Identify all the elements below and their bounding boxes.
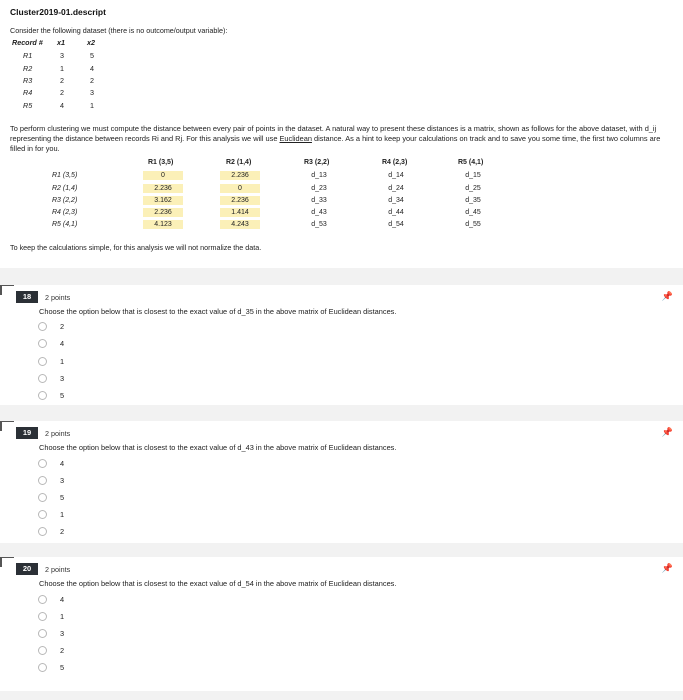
card-marker — [0, 285, 2, 295]
matrix-cell: d_13 — [311, 172, 327, 179]
radio-button[interactable] — [38, 339, 47, 348]
answer-option[interactable] — [38, 644, 64, 656]
dataset-cell: 3 — [60, 51, 64, 60]
radio-button[interactable] — [38, 612, 47, 621]
matrix-cell: d_34 — [388, 197, 404, 204]
option-label: 2 — [60, 645, 65, 655]
answer-option[interactable] — [38, 627, 64, 639]
matrix-cell: d_53 — [311, 221, 327, 228]
question-text: Choose the option below that is closest to the exact value of d_35 in the above matrix of Euclidean distances. — [39, 307, 397, 316]
question-points: 2 points — [45, 429, 71, 438]
intro-text: Consider the following dataset (there is no outcome/output variable): — [10, 26, 228, 35]
option-label: 4 — [60, 594, 65, 604]
radio-button[interactable] — [38, 357, 47, 366]
matrix-cell: d_45 — [465, 209, 481, 216]
dataset-cell: 3 — [90, 88, 94, 97]
answer-option[interactable] — [38, 457, 64, 469]
question-points: 2 points — [45, 293, 71, 302]
matrix-col-header: R3 (2,2) — [304, 159, 330, 166]
matrix-row-label: R5 (4,1) — [52, 221, 78, 228]
question-card — [0, 421, 683, 543]
option-label: 4 — [60, 458, 65, 468]
question-text: Choose the option below that is closest to the exact value of d_43 in the above matrix of Euclidean distances. — [39, 443, 397, 452]
radio-button[interactable] — [38, 476, 47, 485]
matrix-col-header: R4 (2,3) — [382, 159, 408, 166]
matrix-cell: d_35 — [465, 197, 481, 204]
answer-option[interactable] — [38, 337, 64, 349]
dataset-cell: 1 — [60, 64, 64, 73]
question-points: 2 points — [45, 565, 71, 574]
matrix-row-label: R3 (2,2) — [52, 197, 78, 204]
question-card — [0, 285, 683, 405]
matrix-cell: 0 — [220, 184, 260, 193]
matrix-col-header: R5 (4,1) — [458, 159, 484, 166]
option-label: 5 — [60, 492, 65, 502]
question-number: 19 — [16, 427, 38, 439]
dataset-cell: 1 — [90, 101, 94, 110]
matrix-cell: d_54 — [388, 221, 404, 228]
matrix-cell: d_25 — [465, 185, 481, 192]
answer-option[interactable] — [38, 372, 64, 384]
matrix-cell: d_15 — [465, 172, 481, 179]
card-marker — [0, 285, 14, 286]
radio-button[interactable] — [38, 646, 47, 655]
answer-option[interactable] — [38, 525, 64, 537]
answer-option[interactable] — [38, 474, 64, 486]
card-marker — [0, 421, 2, 431]
answer-option[interactable] — [38, 610, 64, 622]
dataset-header-x1: x1 — [57, 38, 65, 47]
answer-option[interactable] — [38, 389, 64, 401]
dataset-header-x2: x2 — [87, 38, 95, 47]
radio-button[interactable] — [38, 527, 47, 536]
radio-button[interactable] — [38, 391, 47, 400]
matrix-cell: 4.243 — [220, 220, 260, 229]
matrix-col-header: R1 (3,5) — [148, 159, 174, 166]
card-marker — [0, 421, 14, 422]
dataset-cell: 4 — [90, 64, 94, 73]
pin-icon[interactable]: 📌 — [661, 427, 673, 437]
answer-option[interactable] — [38, 491, 64, 503]
matrix-cell: 2.236 — [143, 208, 183, 217]
option-label: 1 — [60, 509, 65, 519]
option-label: 2 — [60, 526, 65, 536]
matrix-cell: 4.123 — [143, 220, 183, 229]
option-label: 5 — [60, 390, 65, 400]
dataset-cell: 2 — [60, 76, 64, 85]
matrix-cell: d_23 — [311, 185, 327, 192]
radio-button[interactable] — [38, 663, 47, 672]
matrix-cell: 2.236 — [220, 171, 260, 180]
option-label: 3 — [60, 475, 65, 485]
radio-button[interactable] — [38, 374, 47, 383]
radio-button[interactable] — [38, 595, 47, 604]
answer-option[interactable] — [38, 355, 64, 367]
matrix-cell: d_44 — [388, 209, 404, 216]
option-label: 4 — [60, 338, 65, 348]
matrix-cell: 1.414 — [220, 208, 260, 217]
answer-option[interactable] — [38, 661, 64, 673]
dataset-cell: 2 — [90, 76, 94, 85]
matrix-cell: d_43 — [311, 209, 327, 216]
pin-icon[interactable]: 📌 — [661, 563, 673, 573]
dataset-row-label: R5 — [23, 101, 33, 110]
matrix-cell: 3.162 — [143, 196, 183, 205]
pin-icon[interactable]: 📌 — [661, 291, 673, 301]
matrix-row-label: R2 (1,4) — [52, 185, 78, 192]
radio-button[interactable] — [38, 629, 47, 638]
dataset-cell: 5 — [90, 51, 94, 60]
option-label: 2 — [60, 321, 65, 331]
matrix-cell: d_55 — [465, 221, 481, 228]
question-text: Choose the option below that is closest to the exact value of d_54 in the above matrix of Euclidean distances. — [39, 579, 397, 588]
option-label: 1 — [60, 356, 65, 366]
question-number: 20 — [16, 563, 38, 575]
matrix-cell: d_14 — [388, 172, 404, 179]
option-label: 3 — [60, 628, 65, 638]
matrix-row-label: R4 (2,3) — [52, 209, 78, 216]
question-card — [0, 557, 683, 691]
matrix-cell: d_33 — [311, 197, 327, 204]
matrix-cell: d_24 — [388, 185, 404, 192]
dataset-row-label: R3 — [23, 76, 33, 85]
footer-note: To keep the calculations simple, for this analysis we will not normalize the data. — [10, 243, 262, 252]
answer-option[interactable] — [38, 508, 64, 520]
answer-option[interactable] — [38, 320, 64, 332]
matrix-cell: 2.236 — [143, 184, 183, 193]
answer-option[interactable] — [38, 593, 64, 605]
matrix-cell: 0 — [143, 171, 183, 180]
instructions-paragraph: To perform clustering we must compute the distance between every pair of points in the dataset. A natural way to present these distances is a matrix, shown as follows for the above dataset, with d_ij representing the distance between records Ri and Rj. For this analysis we will use Euclidean distance. As a hint to keep your calculations on track and to save you some time, the first two columns are filled in for you. — [10, 124, 661, 153]
card-marker — [0, 557, 14, 558]
option-label: 3 — [60, 373, 65, 383]
dataset-cell: 2 — [60, 88, 64, 97]
radio-button[interactable] — [38, 510, 47, 519]
radio-button[interactable] — [38, 459, 47, 468]
matrix-col-header: R2 (1,4) — [226, 159, 252, 166]
euclidean-link[interactable]: Euclidean — [279, 134, 312, 143]
page-title: Cluster2019-01.descript — [10, 7, 106, 17]
radio-button[interactable] — [38, 493, 47, 502]
dataset-row-label: R2 — [23, 64, 33, 73]
dataset-cell: 4 — [60, 101, 64, 110]
option-label: 1 — [60, 611, 65, 621]
dataset-row-label: R4 — [23, 88, 33, 97]
dataset-header-record: Record # — [12, 38, 43, 47]
dataset-row-label: R1 — [23, 51, 33, 60]
radio-button[interactable] — [38, 322, 47, 331]
matrix-cell: 2.236 — [220, 196, 260, 205]
question-number: 18 — [16, 291, 38, 303]
option-label: 5 — [60, 662, 65, 672]
matrix-row-label: R1 (3,5) — [52, 172, 78, 179]
description-panel — [0, 0, 683, 268]
card-marker — [0, 557, 2, 567]
